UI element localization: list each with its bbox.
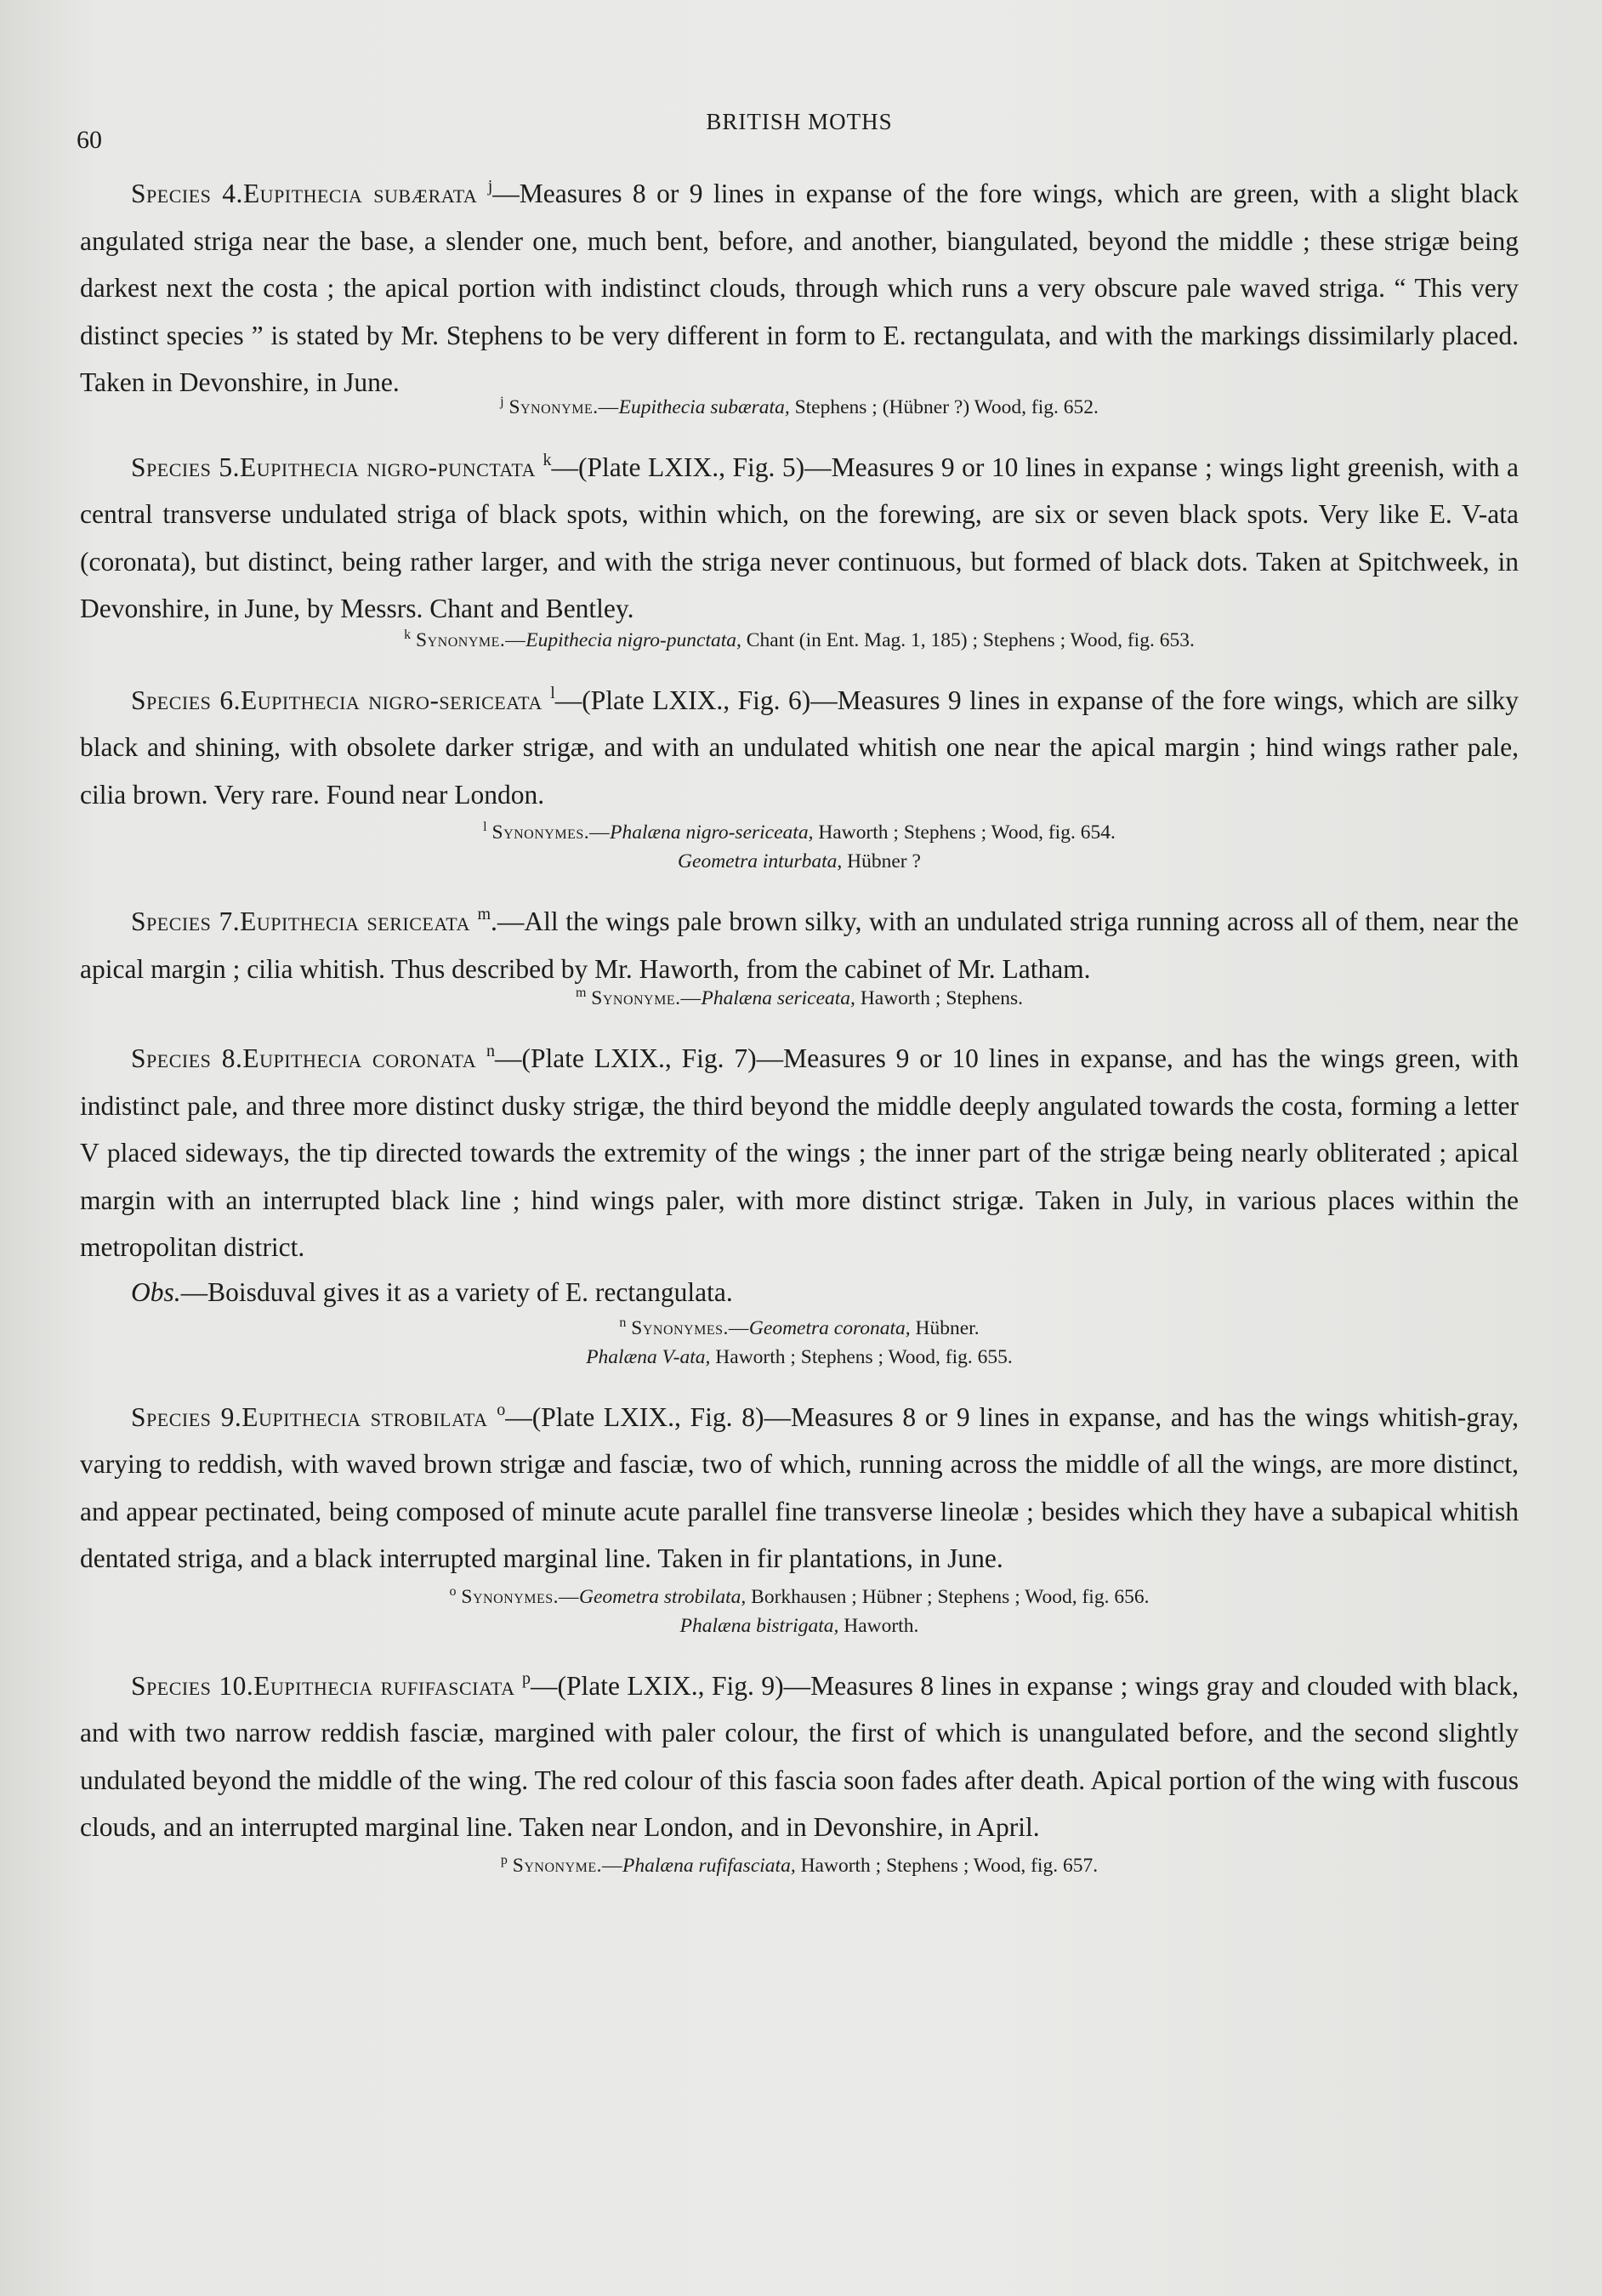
species-text: —(Plate LXIX., Fig. 5)—Measures 9 or 10 lines in expanse ; wings light greenish, with a central transverse undulated striga of black spots, within which, on the forewing, are six or seven black spots. Very like E. V-ata (coronata), but distinct, being rather larger, and with the striga never continuous, but formed of black dots. Taken at Spitchweek, in Devonshire, in June, by Messrs. Chant and Bentley. — [80, 452, 1519, 623]
species-description — [80, 444, 1519, 633]
synonym-authorities: Borkhausen ; Hübner ; Stephens ; Wood, fig. 656. — [746, 1585, 1150, 1608]
synonym-name: Eupithecia subærata, — [618, 395, 790, 418]
species-name: Eupithecia subærata — [242, 179, 478, 208]
observation-note — [80, 1271, 1519, 1314]
synonym-label: Synonymes.— — [631, 1316, 749, 1339]
synonym-authorities: Haworth. — [838, 1614, 919, 1637]
species-text: —(Plate LXIX., Fig. 9)—Measures 8 lines in expanse ; wings gray and clouded with black, and with two narrow reddish fasciæ, margined with paler colour, the first of which is unangulated before, and the second slightly undulated beyond the middle of the wing. The red colour of this fascia soon fades after death. Apical portion of the wing with fuscous clouds, and an interrupted marginal line. Taken near London, and in Devonshire, in April. — [80, 1670, 1519, 1842]
species-name: Eupithecia rufifasciata — [253, 1670, 515, 1701]
synonym-mark: l — [483, 820, 487, 834]
synonym-footnote — [80, 1851, 1519, 1880]
species-label: Species 8. — [131, 1043, 243, 1073]
footnote-mark: o — [497, 1400, 506, 1419]
synonym-name: Phalæna rufifasciata, — [622, 1854, 796, 1877]
species-entry — [80, 444, 1519, 655]
synonym-authorities: Stephens ; (Hübner ?) Wood, fig. 652. — [789, 395, 1099, 418]
species-name: Eupithecia nigro-sericeata — [240, 685, 543, 715]
species-label: Species 5. — [131, 452, 241, 482]
species-entry — [80, 898, 1519, 1013]
synonym-name: Phalæna V-ata, — [586, 1345, 711, 1368]
synonym-mark: n — [619, 1315, 627, 1330]
footnote-mark: l — [550, 683, 555, 702]
synonym-label: Synonyme.— — [508, 395, 619, 418]
page-number: 60 — [77, 126, 102, 154]
species-description — [80, 898, 1519, 992]
synonym-name: Geometra inturbata, — [678, 850, 843, 872]
synonym-name: Phalæna bistrigata, — [679, 1614, 839, 1637]
species-entry — [80, 1035, 1519, 1372]
synonym-footnote-continued — [80, 1611, 1519, 1640]
footnote-mark: j — [487, 177, 493, 196]
footnote-mark: p — [522, 1668, 531, 1688]
synonym-label: Synonyme.— — [512, 1854, 623, 1877]
species-label: Species 9. — [131, 1401, 242, 1432]
synonym-authorities: Haworth ; Stephens ; Wood, fig. 657. — [795, 1854, 1099, 1877]
synonym-authorities: Haworth ; Stephens ; Wood, fig. 654. — [813, 821, 1116, 844]
synonym-mark: k — [404, 627, 412, 642]
synonym-authorities: Hübner ? — [842, 850, 921, 872]
species-text: .—All the wings pale brown silky, with an undulated striga running across all of them, near the apical margin ; cilia whitish. Thus described by Mr. Haworth, from the cabinet of Mr. Latham. — [80, 906, 1519, 984]
observation-label: Obs. — [131, 1276, 181, 1307]
species-name: Eupithecia coronata — [242, 1043, 477, 1073]
species-label: Species 4. — [131, 179, 243, 208]
synonym-label: Synonyme.— — [591, 987, 702, 1009]
species-name: Eupithecia nigro-punctata — [240, 452, 536, 482]
synonym-name: Geometra strobilata, — [579, 1585, 747, 1608]
synonym-name: Phalæna nigro-sericeata, — [610, 821, 814, 844]
body-text — [80, 170, 1519, 1902]
species-entry — [80, 1662, 1519, 1880]
footnote-mark: n — [486, 1042, 495, 1060]
species-label: Species 7. — [131, 906, 241, 936]
synonym-mark: o — [449, 1583, 457, 1599]
species-entry — [80, 170, 1519, 422]
footnote-mark: m — [477, 905, 491, 924]
synonym-footnote-continued — [80, 1343, 1519, 1372]
species-text: —(Plate LXIX., Fig. 7)—Measures 9 or 10 lines in expanse, and has the wings green, with indistinct pale, and three more distinct dusky strigæ, the third beyond the middle deeply angulated towards the costa, forming a letter V placed sideways, the tip directed towards the extremity of the wings ; the inner part of the strigæ being nearly obliterated ; apical margin with an interrupted black line ; hind wings paler, with more distinct strigæ. Taken in July, in various places within the metropolitan district. — [80, 1043, 1519, 1262]
species-label: Species 10. — [131, 1670, 254, 1701]
synonym-footnote-continued — [80, 847, 1519, 876]
footnote-mark: k — [543, 450, 552, 469]
species-description — [80, 170, 1519, 406]
synonym-authorities: Haworth ; Stephens. — [855, 987, 1024, 1009]
species-description — [80, 1394, 1519, 1583]
synonym-name: Eupithecia nigro-punctata, — [525, 628, 741, 651]
species-label: Species 6. — [131, 685, 241, 715]
synonym-name: Phalæna sericeata, — [701, 987, 855, 1009]
species-name: Eupithecia strobilata — [241, 1401, 488, 1432]
species-description — [80, 677, 1519, 819]
synonym-authorities: Chant (in Ent. Mag. 1, 185) ; Stephens ; Wood, fig. 653. — [741, 628, 1195, 651]
synonym-mark: j — [500, 394, 504, 409]
synonym-footnote — [80, 1314, 1519, 1343]
synonym-label: Synonyme.— — [416, 628, 526, 651]
species-name: Eupithecia sericeata — [240, 906, 470, 936]
observation-text: —Boisduval gives it as a variety of E. rectangulata. — [180, 1276, 733, 1307]
synonym-label: Synonymes.— — [461, 1585, 580, 1608]
species-text: —(Plate LXIX., Fig. 6)—Measures 9 lines in expanse of the fore wings, which are silky black and shining, with obsolete darker strigæ, and with an undulated whitish one near the apical margin ; hind wings rather pale, cilia brown. Very rare. Found near London. — [80, 685, 1520, 810]
running-head: BRITISH MOTHS — [706, 109, 893, 134]
synonym-footnote — [80, 818, 1519, 847]
species-text: —(Plate LXIX., Fig. 8)—Measures 8 or 9 lines in expanse, and has the wings whitish-gray, varying to reddish, with waved brown strigæ and fasciæ, two of which, running across the middle of all the wings, are more distinct, and appear pectinated, being composed of minute acute parallel fine transverse lineolæ ; besides which they have a subapical whitish dentated striga, and a black interrupted marginal line. Taken in fir plantations, in June. — [80, 1401, 1520, 1573]
species-entry — [80, 1394, 1519, 1640]
species-text: —Measures 8 or 9 lines in expanse of the fore wings, which are green, with a slight black angulated striga near the base, a slender one, much bent, before, and another, biangulated, beyond the middle ; these strigæ being darkest next the costa ; the apical portion with indistinct clouds, through which runs a very obscure pale waved striga. “ This very distinct species ” is stated by Mr. Stephens to be very different in form to E. rectangulata, and with the markings dissimilarly placed. Taken in Devonshire, in June. — [80, 179, 1520, 397]
synonym-authorities: Hübner. — [910, 1316, 980, 1339]
synonym-mark: m — [575, 986, 587, 1000]
species-description — [80, 1035, 1519, 1271]
synonym-name: Geometra coronata, — [748, 1316, 911, 1339]
synonym-label: Synonymes.— — [491, 821, 611, 844]
synonym-authorities: Haworth ; Stephens ; Wood, fig. 655. — [710, 1345, 1013, 1368]
page-header — [77, 109, 1522, 154]
species-entry — [80, 677, 1519, 877]
synonym-footnote — [80, 1583, 1519, 1611]
synonym-mark: p — [500, 1852, 508, 1867]
species-description — [80, 1662, 1519, 1851]
